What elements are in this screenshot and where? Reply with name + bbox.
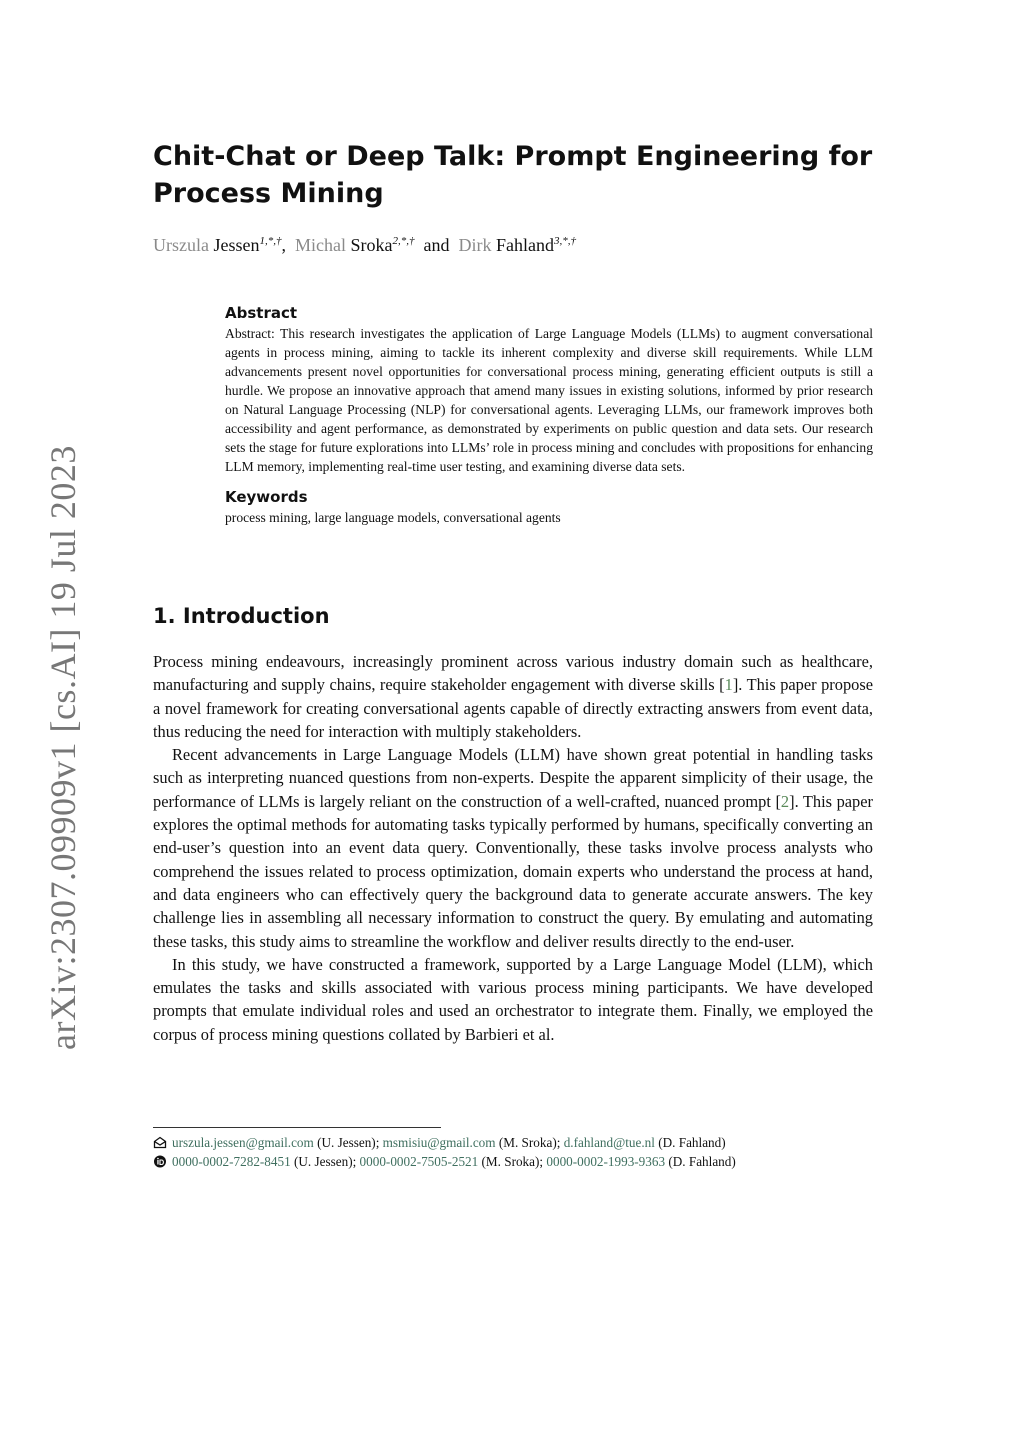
orcid-icon	[153, 1155, 167, 1168]
email-link[interactable]: msmisiu@gmail.com	[382, 1135, 496, 1150]
owner: (M. Sroka);	[481, 1154, 544, 1169]
author-family-name: Sroka	[350, 235, 393, 255]
author-given-name: Dirk	[458, 235, 492, 255]
author	[153, 235, 281, 255]
author-affiliation-mark: 3,*,†	[553, 235, 576, 247]
paragraph-text: Recent advancements in Large Language Models (LLM) have shown great potential in handling tasks such as interpreting nuanced questions from non-experts. Despite the apparent simplicity of their usage, the performance of LLMs is largely reliant on the construction of a well-crafted, nuanced prompt [	[153, 745, 873, 811]
keywords-text: process mining, large language models, conversational agents	[225, 510, 561, 525]
paragraph	[153, 743, 873, 953]
owner: (U. Jessen);	[317, 1135, 380, 1150]
paragraph-text: Process mining endeavours, increasingly prominent across various industry domain such as healthcare, manufacturing and supply chains, require stakeholder engagement with diverse skills [	[153, 652, 873, 695]
orcid-link[interactable]: 0000-0002-7282-8451	[172, 1154, 291, 1169]
keywords-heading: Keywords	[225, 488, 308, 506]
abstract-section	[225, 304, 873, 527]
author-affiliation-mark: 1,*,†	[259, 235, 282, 247]
author-given-name: Michal	[294, 235, 346, 255]
email-link[interactable]: urszula.jessen@gmail.com	[172, 1135, 314, 1150]
abstract-text: Abstract: This research investigates the application of Large Language Models (LLMs) to augment conversational agents in process mining, aiming to tackle its inherent complexity and diverse skill requirements. While LLM advancements present novel opportunities for conversational process mining, generating efficient outputs is still a hurdle. We propose an innovative approach that amend many issues in existing solutions, informed by prior research on Natural Language Processing (NLP) for conversational agents. Leveraging LLMs, our framework improves both accessibility and agent performance, as demonstrated by experiments on public question and data sets. Our research sets the stage for future explorations into LLMs’ role in process mining and concludes with propositions for enhancing LLM memory, implementing real-time user testing, and examining diverse data sets.	[225, 326, 873, 474]
abstract-heading: Abstract	[225, 304, 298, 322]
paragraph-text: ]. This paper propose a novel framework for creating conversational agents capable of directly extracting answers from event data, thus reducing the need for interaction with multiply stakeholders.	[153, 675, 874, 741]
paragraph-text: ]. This paper explores the optimal methods for automating tasks typically performed by humans, specifically converting an end-user’s question into an event data query. Conventionally, these tasks involve process analysts who comprehend the issues related to process optimization, domain experts who understand the process at hand, and data engineers who can effectively query the background data to generate accurate answers. The key challenge lies in assembling all necessary information to construct the query. By emulating and automating these tasks, this study aims to streamline the workflow and deliver results directly to the end-user.	[153, 791, 873, 951]
orcid-link[interactable]: 0000-0002-1993-9363	[546, 1154, 666, 1169]
arxiv-side-stamp: arXiv:2307.09909v1 [cs.AI] 19 Jul 2023	[43, 445, 83, 1050]
author-list	[153, 229, 873, 257]
owner: (D. Fahland)	[658, 1135, 726, 1150]
orcid-link[interactable]: 0000-0002-7505-2521	[359, 1154, 479, 1169]
owner: (U. Jessen);	[293, 1154, 357, 1169]
author-given-name: Urszula	[153, 235, 209, 255]
paper-title: Chit-Chat or Deep Talk: Prompt Engineering for Process Mining	[153, 141, 873, 209]
author-conjunction: and	[423, 235, 450, 255]
orcid-footnote	[153, 1152, 873, 1171]
envelope-icon	[153, 1136, 167, 1149]
author-affiliation-mark: 2,*,†	[392, 235, 415, 247]
author	[295, 235, 415, 255]
owner: (D. Fahland)	[668, 1154, 736, 1169]
author	[458, 235, 576, 255]
section-heading-introduction: 1. Introduction	[153, 604, 330, 628]
email-link[interactable]: d.fahland@tue.nl	[563, 1135, 655, 1150]
paragraph	[153, 650, 873, 743]
author-family-name: Fahland	[495, 235, 554, 255]
footnote-divider	[153, 1127, 441, 1128]
paragraph: In this study, we have constructed a framework, supported by a Large Language Model (LLM), which emulates the tasks and skills associated with various process mining participants. We have developed prompts that emulate individual roles and used an orchestrator to integrate them. Finally, we employed the corpus of process mining questions collated by Barbieri et al.	[153, 954, 873, 1044]
citation-link[interactable]: 1	[724, 675, 733, 695]
introduction-body	[153, 650, 873, 1046]
author-family-name: Jessen	[213, 235, 260, 255]
citation-link[interactable]: 2	[780, 791, 790, 811]
owner: (M. Sroka);	[498, 1135, 561, 1150]
email-footnote	[153, 1133, 873, 1152]
footnotes	[153, 1133, 873, 1171]
author-separator: ,	[281, 235, 286, 255]
